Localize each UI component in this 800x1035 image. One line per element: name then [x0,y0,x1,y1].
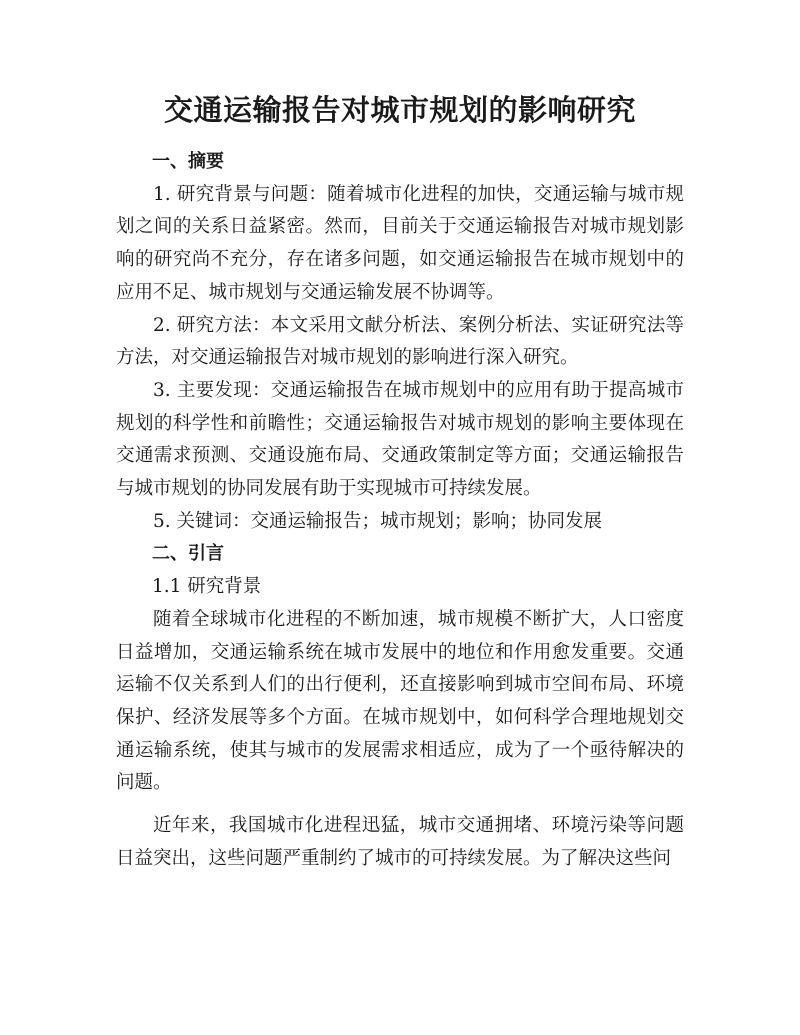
intro-paragraph-2: 近年来，我国城市化进程迅猛，城市交通拥堵、环境污染等问题日益突出，这些问题严重制约了城市的可持续发展。为了解决这些问 [116,815,684,869]
abstract-paragraph-background: 1. 研究背景与问题：随着城市化进程的加快，交通运输与城市规划之间的关系日益紧密。然而，目前关于交通运输报告对城市规划影响的研究尚不充分，存在诸多问题，如交通运输报告在城市规划中的应用不足、城市规划与交通运输发展不协调等。 [116,183,684,303]
paragraph-spacer [116,800,684,810]
section-heading-abstract: 一、摘要 [152,151,224,172]
abstract-paragraph-keywords: 5. 关键词：交通运输报告；城市规划；影响；协同发展 [153,510,603,532]
document-body [116,146,684,875]
abstract-paragraph-methods: 2. 研究方法：本文采用文献分析法、案例分析法、实证研究法等方法，对交通运输报告对城市规划的影响进行深入研究。 [116,314,684,369]
section-heading-intro: 二、引言 [152,543,224,565]
document-title: 交通运输报告对城市规划的影响研究 [163,93,636,127]
subsection-heading-background: 1.1 研究背景 [152,576,262,598]
intro-paragraph-1: 随着全球城市化进程的不断加速，城市规模不断扩大，人口密度日益增加，交通运输系统在城市发展中的地位和作用愈发重要。交通运输不仅关系到人们的出行便利，还直接影响到城市空间布局、环境保护、经济发展等多个方面。在城市规划中，如何科学合理地规划交通运输系统，使其与城市的发展需求相适应，成为了一个亟待解决的问题。 [116,608,684,794]
abstract-paragraph-findings: 3. 主要发现：交通运输报告在城市规划中的应用有助于提高城市规划的科学性和前瞻性；交通运输报告对城市规划的影响主要体现在交通需求预测、交通设施布局、交通政策制定等方面；交通运输报告与城市规划的协同发展有助于实现城市可持续发展。 [116,379,684,500]
